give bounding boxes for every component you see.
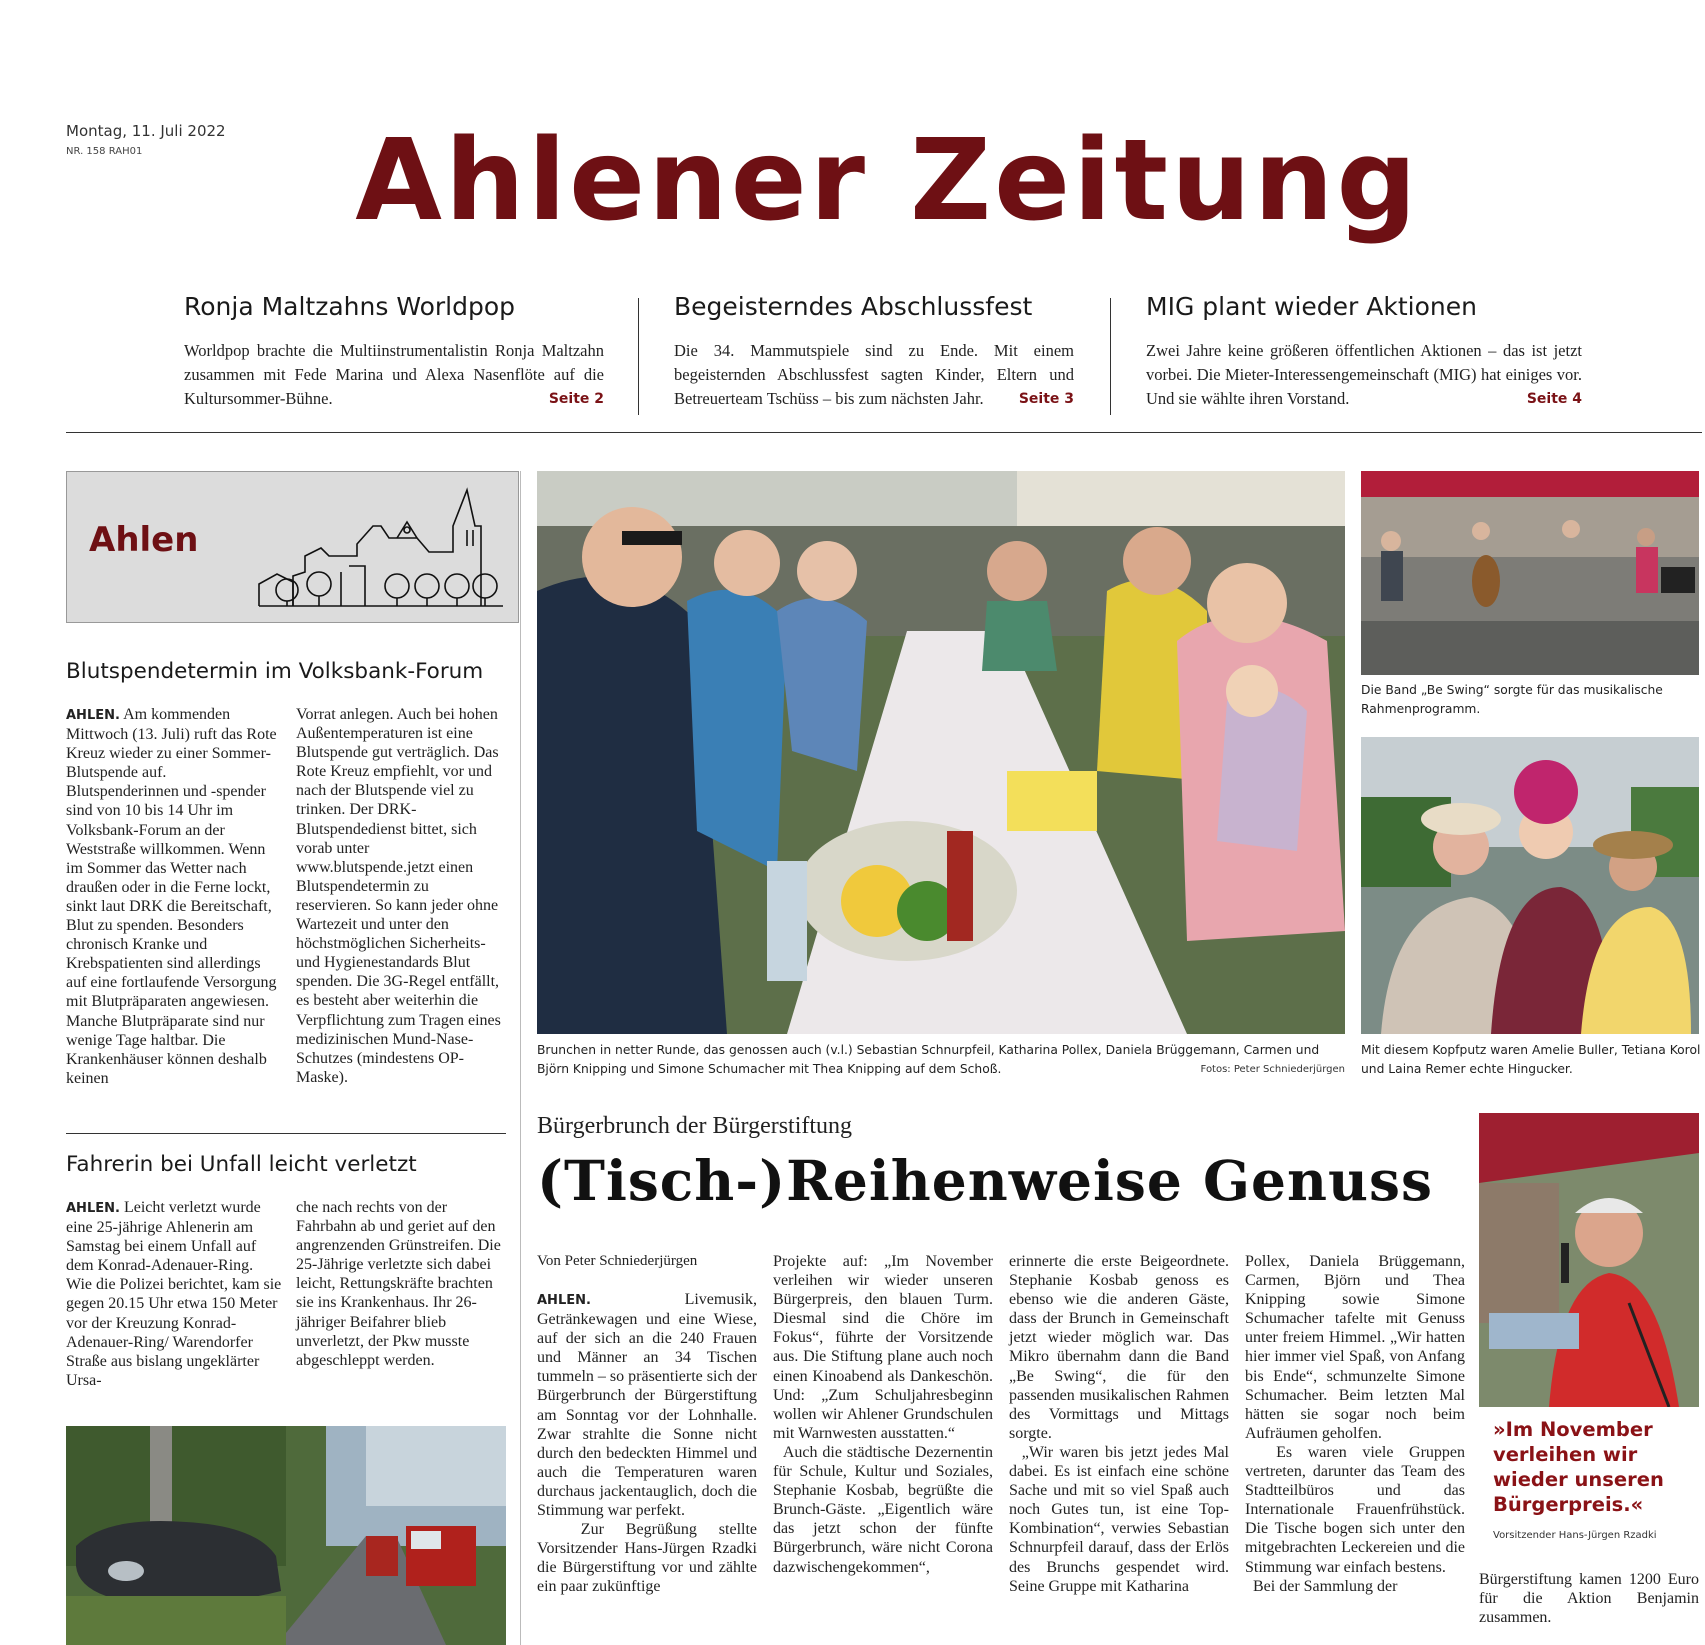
dateline: AHLEN. — [66, 708, 120, 723]
article-text: Auch die städtische Dezernentin für Schule, Kultur und Soziales, Stephanie Kosbab, begrüßte die Brunch-Gäste. „Eigentlich wäre das jetzt schon der fünfte Bürgerbrunch, wäre nicht Corona dazwischengekommen“, — [773, 1443, 993, 1576]
masthead-date: Montag, 11. Juli 2022 — [66, 122, 226, 140]
article-text: Pollex, Daniela Brüggemann, Carmen, Björn und Thea Knipping sowie Simone Schumacher tafelte mit Genuss unter freiem Himmel. „Wir hatten hier immer viel Spaß, von Anfang bis Ende“, schmunzelte Simone Schumacher. Beim letzten Mal hätten sie sogar noch beim Aufräumen geholfen. — [1245, 1253, 1465, 1442]
column-divider — [520, 471, 521, 1645]
article-text: che nach rechts von der Fahrbahn ab und geriet auf den angrenzenden Grünstreifen. Die 25-Jährige verletzte sich dabei leicht, Rettungskräfte brachten sie ins Krankenhaus. Ihr 26-jähriger Beifahrer blieb unverletzt, der Pkw musste abgeschleppt werden. — [296, 1199, 501, 1369]
pull-quote: »Im November verleihen wir wieder unseren Bürgerpreis.« — [1493, 1418, 1664, 1516]
dateline: AHLEN. — [66, 1201, 120, 1216]
article-column — [1479, 1570, 1699, 1627]
band-photo-caption: Die Band „Be Swing“ sorgte für das musikalische Rahmenprogramm. — [1361, 683, 1663, 716]
accident-photo — [66, 1426, 506, 1645]
teaser-page-link[interactable]: Seite 2 — [548, 391, 604, 407]
article-text: Projekte auf: „Im November verleihen wir wieder unseren Bürgerpreis, den blauen Turm. Diesmal sind die Chöre im Fokus“, führte der Vorsitzende aus. Die Stiftung plane auch noch einen Kinoabend als Dankeschön. Und: „Zum Schuljahresbeginn wollen wir Ahlener Grundschulen mit Warnwesten ausstatten.“ — [773, 1253, 993, 1442]
article-kicker: Bürgerbrunch der Bürgerstiftung — [537, 1113, 853, 1139]
section-label: Ahlen — [89, 520, 199, 560]
dateline: AHLEN. — [537, 1293, 591, 1308]
teaser-divider — [1110, 298, 1111, 415]
pull-quote-source: Vorsitzender Hans-Jürgen Rzadki — [1493, 1530, 1657, 1541]
article-text: Bürgerstiftung kamen 1200 Euro für die Aktion Benjamin zusammen. — [1479, 1571, 1699, 1627]
article-headline: Blutspendetermin im Volksbank-Forum — [66, 659, 484, 684]
article-column — [296, 705, 506, 1087]
article-text: Es waren viele Gruppen vertreten, darunter das Team des Stadtteilbüros und das Internationale Frauenfrühstück. Die Tische bogen sich unter den mitgebrachten Leckereien und die Stimmung war einfach bestens. — [1245, 1443, 1466, 1576]
article-text: Leicht verletzt wurde eine 25-jährige Ahlenerin am Samstag bei einem Unfall auf dem Konrad-Adenauer-Ring. Wie die Polizei berichtet, kam sie gegen 20.15 Uhr etwa 150 Meter vor der Kreuzung Konrad-Adenauer-Ring/ Warendorfer Straße aus bislang ungeklärter Ursa- — [66, 1199, 282, 1389]
article-column — [296, 1198, 506, 1370]
main-headline: (Tisch-)Reihenweise Genuss — [537, 1148, 1433, 1213]
teaser-text: Zwei Jahre keine größeren öffentlichen Aktionen – das ist jetzt vorbei. Die Mieter-Interessengemeinschaft (MIG) hat einiges vor. Und sie wählte ihren Vorstand. — [1146, 341, 1582, 408]
article-column — [66, 1198, 282, 1390]
article-column — [66, 705, 282, 1088]
teaser-text: Die 34. Mammutspiele sind zu Ende. Mit einem begeisternden Abschlussfest sagten Kinder, Eltern und Betreuerteam Tschüss – bis zum nächsten Jahr. — [674, 341, 1074, 408]
article-text: Bei der Sammlung der — [1253, 1577, 1398, 1595]
section-header — [66, 471, 519, 623]
article-column — [773, 1252, 993, 1577]
teaser-divider — [638, 298, 639, 415]
article-text: Livemusik, Getränkewagen und eine Wiese, auf der sich an die 240 Frauen und Männer an 34 Tischen tummeln – so präsentierte sich der Bürgerbrunch der Bürgerstiftung am Sonntag vor der Lohnhalle. Zwar strahlte die Sonne nicht durch den bedeckten Himmel und auch die Temperaturen waren durchaus jackentauglich, doch die Stimmung war perfekt. — [537, 1291, 757, 1520]
teaser-text: Worldpop brachte die Multiinstrumentalistin Ronja Maltzahn zusammen mit Fede Marina und Alexa Nasenflöte auf die Kultursommer-Bühne. — [184, 341, 604, 408]
teaser-headline: MIG plant wieder Aktionen — [1146, 292, 1477, 321]
article-divider — [66, 1133, 506, 1134]
article-text: „Wir waren bis jetzt jedes Mal dabei. Es ist einfach eine schöne Sache und mit so viel Spaß auch noch Gutes tun, ist eine Top-Kombination“, verwies Sebastian Schnurpfeil darauf, dass der Erlös des Brunchs gespendet wird. Seine Gruppe mit Katharina — [1009, 1443, 1230, 1595]
teaser-headline: Ronja Maltzahns Worldpop — [184, 292, 516, 321]
speaker-photo — [1479, 1113, 1699, 1407]
teaser-2[interactable] — [674, 292, 1074, 411]
caption-text: Brunchen in netter Runde, das genossen auch (v.l.) Sebastian Schnurpfeil, Katharina Pollex, Daniela Brüggemann, Carmen und Björn Knipping und Simone Schumacher mit Thea Knipping auf dem Schoß. — [537, 1043, 1320, 1076]
masthead-title: Ahlener Zeitung — [355, 116, 1420, 246]
teaser-3[interactable] — [1146, 292, 1582, 411]
hats-photo-caption: Mit diesem Kopfputz waren Amelie Buller, Tetiana Korol und Laina Remer echte Hingucker. — [1361, 1043, 1701, 1076]
photo-credit: Fotos: Peter Schniederjürgen — [1200, 1064, 1345, 1075]
teaser-page-link[interactable]: Seite 4 — [1526, 391, 1582, 407]
main-photo — [537, 471, 1345, 1034]
byline: Von Peter Schniederjürgen — [537, 1253, 698, 1269]
masthead-issue: NR. 158 RAH01 — [66, 146, 143, 157]
article-column — [1009, 1252, 1229, 1596]
band-photo — [1361, 471, 1699, 675]
header-rule — [66, 432, 1702, 433]
article-headline: Fahrerin bei Unfall leicht verletzt — [66, 1152, 417, 1177]
article-text: Zur Begrüßung stellte Vorsitzender Hans-Jürgen Rzadki die Bürgerstiftung vor und zählte ein paar zukünftige — [537, 1521, 757, 1596]
teaser-headline: Begeisterndes Abschlussfest — [674, 292, 1033, 321]
teaser-page-link[interactable]: Seite 3 — [1018, 391, 1074, 407]
article-column — [537, 1290, 757, 1597]
teaser-1[interactable] — [184, 292, 604, 411]
article-column — [1245, 1252, 1465, 1596]
article-text: erinnerte die erste Beigeordnete. Stephanie Kosbab genoss es ebenso wie die anderen Gäste, dass der Brunch in Gemeinschaft jetzt wieder möglich war. Das Mikro übernahm dann die Band „Be Swing“, die für den passenden musikalischen Rahmen des Vormittags und Mittags sorgte. — [1009, 1253, 1229, 1442]
article-text: Vorrat anlegen. Auch bei hohen Außentemperaturen ist eine Blutspende gut verträglich. Das Rote Kreuz empfiehlt, vor und nach der Blutspende viel zu trinken. Der DRK-Blutspendedienst bittet, sich vorab unter www.blutspende.jetzt einen Blutspendetermin zu reservieren. So kann jeder ohne Wartezeit und unter den höchstmöglichen Sicherheits- und Hygienestandards Blut spenden. Die 3G-Regel entfällt, es besteht aber weiterhin die Verpflichtung zum Tragen eines medizinischen Mund-Nase-Schutzes (mindestens OP-Maske). — [296, 706, 501, 1086]
main-photo-caption — [537, 1041, 1345, 1079]
article-text: Am kommenden Mittwoch (13. Juli) ruft das Rote Kreuz wieder zu einer Sommer-Blutspende auf. Blutspenderinnen und -spender sind von 10 bis 14 Uhr im Volksbank-Forum an der Weststraße willkommen. Wenn im Sommer das Wetter nach draußen oder in die Ferne lockt, sinkt laut DRK die Bereitschaft, Blut zu spenden. Besonders chronisch Kranke und Krebspatienten sind allerdings auf eine fortlaufende Versorgung mit Blutpräparaten angewiesen. Manche Blutpräparate sind nur wenige Tage haltbar. Die Krankenhäuser können deshalb keinen — [66, 706, 277, 1087]
hats-photo — [1361, 737, 1699, 1034]
skyline-icon — [257, 486, 507, 611]
